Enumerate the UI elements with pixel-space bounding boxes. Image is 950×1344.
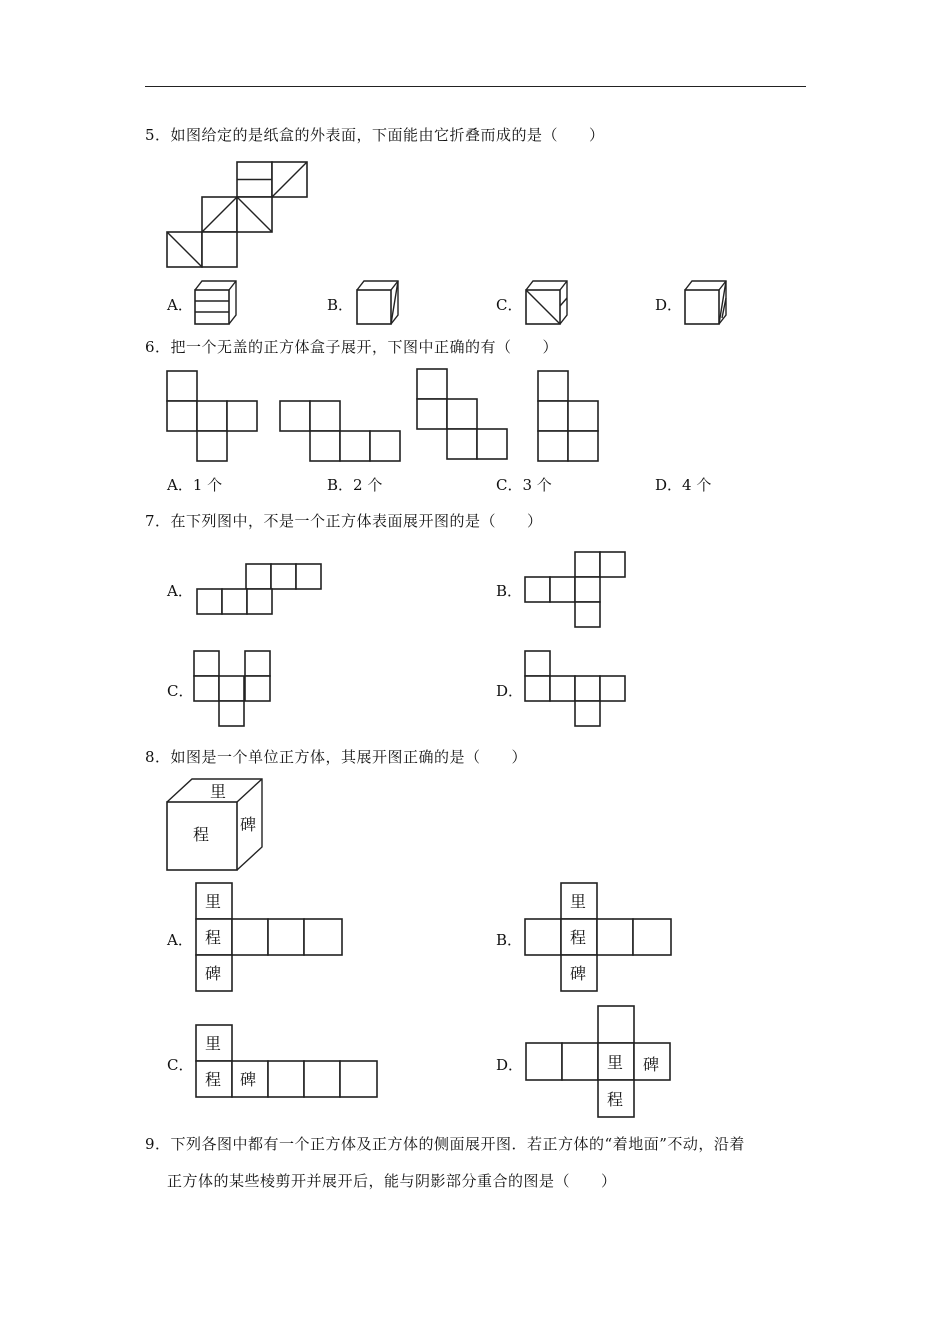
question-8-text: 8．如图是一个单位正方体，其展开图正确的是（ ） — [145, 748, 528, 766]
q8-cube-right-label: 碑 — [240, 815, 257, 834]
q8-a-li: 里 — [205, 892, 222, 911]
q6-option-d: D．4 个 — [655, 476, 712, 494]
q8-d-cheng: 程 — [607, 1090, 624, 1109]
q8-net-a — [196, 883, 342, 991]
q8-d-bei: 碑 — [643, 1055, 660, 1074]
question-6-text: 6．把一个无盖的正方体盒子展开，下图中正确的有（ ） — [145, 338, 559, 356]
q8-c-cheng: 程 — [205, 1070, 222, 1089]
q6-option-a: A．1 个 — [167, 476, 223, 494]
q8-option-d-label: D． — [496, 1056, 524, 1074]
q8-option-a-label: A． — [167, 931, 193, 949]
q7-option-b-label: B． — [496, 582, 523, 600]
q8-b-bei: 碑 — [570, 964, 587, 983]
q5-option-b-label: B． — [327, 296, 354, 314]
q5-option-d-label: D． — [655, 296, 683, 314]
q7-option-a-label: A． — [167, 582, 193, 600]
q5-option-a-label: A． — [167, 296, 193, 314]
q8-net-c — [196, 1025, 377, 1097]
q7-option-d-label: D． — [496, 682, 524, 700]
q8-cube-top-label: 里 — [210, 782, 227, 801]
q8-a-cheng: 程 — [205, 928, 222, 947]
q8-b-li: 里 — [570, 892, 587, 911]
q8-d-li: 里 — [607, 1053, 624, 1072]
q8-c-li: 里 — [205, 1034, 222, 1053]
question-9-text-line2: 正方体的某些棱剪开并展开后，能与阴影部分重合的图是（ ） — [167, 1172, 617, 1190]
question-9-text-line1: 9．下列各图中都有一个正方体及正方体的侧面展开图．若正方体的“着地面”不动，沿着 — [145, 1135, 745, 1153]
q6-option-c: C．3 个 — [496, 476, 552, 494]
q8-a-bei: 碑 — [205, 964, 222, 983]
q8-cube — [167, 779, 262, 870]
q8-option-c-label: C． — [167, 1056, 194, 1074]
q7-option-c-label: C． — [167, 682, 194, 700]
q8-b-cheng: 程 — [570, 928, 587, 947]
question-5-text: 5．如图给定的是纸盒的外表面，下面能由它折叠而成的是（ ） — [145, 126, 605, 144]
q5-option-c-label: C． — [496, 296, 523, 314]
q8-c-bei: 碑 — [240, 1070, 257, 1089]
q8-option-b-label: B． — [496, 931, 523, 949]
question-7-text: 7．在下列图中，不是一个正方体表面展开图的是（ ） — [145, 512, 543, 530]
q8-net-d — [526, 1006, 670, 1117]
q6-option-b: B．2 个 — [327, 476, 383, 494]
q8-cube-front-label: 程 — [193, 825, 210, 844]
q8-net-b — [525, 883, 671, 991]
